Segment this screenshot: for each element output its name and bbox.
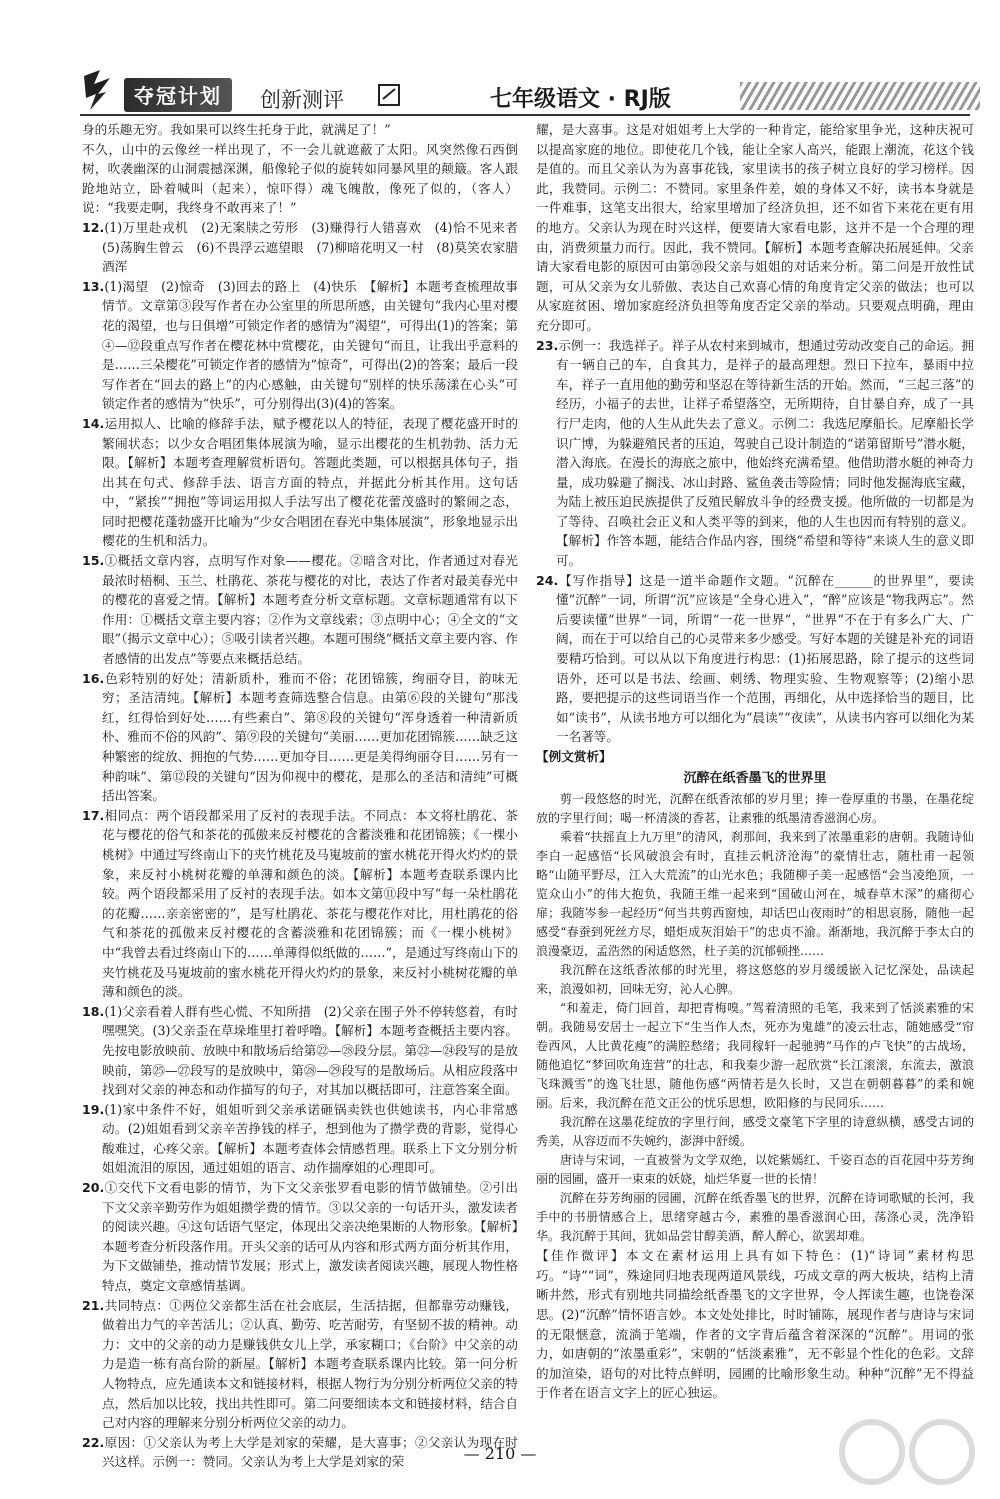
item-text: 耀，是大喜事。这是对姐姐考上大学的一种肯定，能给家里争光，这种庆祝可以提高家庭的地位。即使花几个钱，能让全家人高兴，能跟上潮流，花这个钱是值的。而且父亲认为为喜事花钱，家里读书的孩子树立良好的学习榜样。因此，我赞同。示例二：不赞同。家里条件差，娘的身体又不好，读书本身就是一件难事，这笔支出很大，给家里增加了经济负担，还不如省下来花在更有用的地方。父亲认为现在时兴这样，便要请大家看电影，这并不是一个合理的理由，消费须量力而行。因此，我不赞同。【解析】本题考查解决拓展延伸。父亲请大家看电影的原因可由第⑳段父亲与姐姐的对话来分析。第二问是开放性试题，可从父亲为女儿骄傲、表达自己欢喜心情的角度肯定父亲的做法；也可以从家庭贫困、增加家庭经济负担等角度否定父亲的举动。只要观点明确，理由充分即可。	[536, 122, 974, 333]
essay-title: 沉醉在纸香墨飞的世界里	[683, 770, 827, 786]
item-text: 色彩特别的好处；清新质朴，雅而不俗；花团锦簇，绚丽夺目，韵味无穷；圣洁清纯。【解析】本题考查筛选整合信息。由第⑥段的关键句“那浅红，红得恰到好处……有些素白”、第⑧段的关键句“浑身透着一种清新质朴、雅而不俗的风韵”、第⑨段的关键句“美丽……更加花团锦簇……缺乏这种繁密的绽放、拥抱的气势……更加夺目……更是美得绚丽夺目……另有一种韵味”、第⑫段的关键句“因为仰视中的樱花，是那么的圣洁和清纯”可概括出答案。	[102, 670, 518, 804]
item-text: (1)万里赴戎机 (2)无案牍之劳形 (3)赚得行人错喜欢 (4)恰不见来者 (5)荡胸生曾云 (6)不畏浮云遮望眼 (7)柳暗花明又一村 (8)莫笑农家腊酒浑	[102, 219, 531, 275]
answer-item	[82, 277, 518, 414]
item-text: 共同特点：①两位父亲都生活在社会底层，生活拮据，但都靠劳动赚钱，做着出力气的辛苦活儿；②认真、勤劳、吃苦耐劳，有坚韧不拔的精神。动力：文中的父亲的动力是赚钱供女儿上学，承家糊口；《台阶》中父亲的动力是造一栋有高台阶的新屋。【解析】本题考查联系课内比较。第一问分析人物特点，应先通读本文和链接材料，根据人物行为分别分析两位父亲的特点，然后加以比较，找出共性即可。第二问要细读本文和链接材料，结合自己对内容的理解来分别分析两位父亲的动力。	[102, 1297, 518, 1431]
item-text: 运用拟人、比喻的修辞手法，赋予樱花以人的特征，表现了樱花盛开时的繁闹状态；以少女合唱团集体展演为喻，显示出樱花的生机勃勃、活力无限。【解析】本题考查理解赏析语句。答题此类题，可以根据具体句子，指出其在句式、修辞手法、语言方面的特点，并据此分析其作用。这句话中，“紧挨”“拥抱”等词运用拟人手法写出了樱花花蕾茂盛时的繁闹之态，同时把樱花蓬勃盛开比喻为“少女合唱团在春光中集体展演”，形象地显示出樱花的生机和活力。	[102, 415, 518, 549]
item-text: 不久，山中的云像丝一样出现了，不一会儿就遮蔽了太阳。风突然像石西倒树，吹袭幽深的山洞震撼深渊，船像轮子似的旋转如同暴风里的颠簸。客人跟跄地站立，卧着喊叫（起来），惊吓得）魂飞魄散，像死了似的，（客人）说：“我要走啊，我终身不敢再来了！”	[82, 141, 518, 216]
right-column	[536, 120, 974, 1440]
item-number: 24.	[536, 572, 559, 588]
brand-logo-icon	[80, 68, 120, 112]
series-subtitle: 创新测评	[260, 88, 344, 112]
item-number: 13.	[82, 278, 105, 294]
header-rule	[80, 114, 970, 116]
item-number: 22.	[82, 1434, 105, 1450]
answer-item	[536, 336, 974, 571]
page-number: — 210 —	[463, 1444, 537, 1463]
item-text: ①概括文章内容，点明写作对象——樱花。②暗含对比，作者通过对春光最浓时梧桐、玉兰、杜鹃花、茶花与樱花的对比，表达了作者对最美春光中的樱花的喜爱之情。【解析】本题考查分析文章标题。文章标题通常有以下作用：①概括文章主要内容；②作为文章线索；③点明中心；④全文的“文眼”（揭示文章中心）；⑤吸引读者兴趣。本题可围绕“概括文章主要内容、作者感情的出发点”等要点来概括总结。	[102, 553, 518, 667]
item-text: (1)渴望 (2)惊奇 (3)回去的路上 (4)快乐 【解析】本题考查梳理故事情节。文章第③段写作者在办公室里的所思所感，由关键句“我内心里对樱花的渴望，也与日俱增”可锁定作者的感情为“渴望”，可得出(1)的答案；第④—⑫段重点写作者在樱花林中赏樱花，由关键句“而且，让我出乎意料的是……三朵樱花”可锁定作者的感情为“惊奇”，可得出(2)的答案；最后一段写作者在“回去的路上”的内心感触，由关键句“别样的快乐荡漾在心头”可锁定作者的感情为“快乐”，可分别得出(3)(4)的答案。	[102, 278, 518, 412]
item-text: 【写作指导】这是一道半命题作文题。“沉醉在______的世界里”，要读懂“沉醉”一词，所谓“沉”应该是“全身心进入”，“醉”应该是“物我两忘”。然后要读懂“世界”一词，所谓“一花一世界”，“世界”不在于有多么广大、广阔，而在于可以给自己的心灵带来多少感受。写好本题的关键是补充的词语要精巧恰到。可以从以下角度进行构思：(1)拓展思路，除了提示的这些词语外，还可以是书法、绘画、刺绣、物理实验、生物观察等；(2)缩小思路，要把提示的这些词语当作一个范围，再细化，从中选择恰当的题目，比如“读书”，从读书地方可以细化为“晨读”“夜读”，从读书内容可以细化为某一名著等。	[556, 572, 974, 745]
watermark-logo-icon	[832, 1412, 992, 1492]
text-paragraph	[536, 120, 974, 336]
item-text: 原因：①父亲认为考上大学是刘家的荣耀，是大喜事；②父亲认为现在时兴这样。示例一：赞同。父亲认为考上大学是刘家的荣	[102, 1434, 518, 1470]
item-number: 16.	[82, 670, 105, 686]
text-paragraph	[82, 140, 518, 218]
grade-label: 七年级语文 · RJ版	[490, 87, 671, 112]
item-number: 12.	[82, 219, 105, 235]
item-number: 18.	[82, 1003, 105, 1019]
text-paragraph	[82, 120, 518, 140]
answer-item	[82, 1100, 518, 1178]
answer-item	[82, 218, 531, 277]
item-number: 23.	[536, 337, 559, 353]
page-header	[80, 68, 980, 118]
item-number: 19.	[82, 1101, 105, 1117]
brand-title: 夺冠计划	[124, 78, 232, 112]
answer-item	[82, 414, 518, 551]
item-text: 身的乐趣无穷。我如果可以终生托身于此，就满足了！”	[82, 122, 391, 137]
answer-item	[82, 669, 518, 806]
essay-paragraph: 唐诗与宋词，一直被誉为文学双绝，以姹紫嫣红、千姿百态的百花园中芬芳绚丽的园圃，盛开一束束的妖娆，灿烂华夏一世的长情！	[536, 1153, 974, 1187]
answer-item	[82, 1002, 518, 1100]
notebook-icon	[376, 82, 402, 108]
item-number: 21.	[82, 1297, 105, 1313]
item-text: 示例一：我选祥子。祥子从农村来到城市，想通过劳动改变自己的命运。拥有一辆自己的车，自食其力，是祥子的最高理想。烈日下拉车，暴雨中拉车，祥子一直用他的勤劳和坚忍在等待新生活的开始。然而，“三起三落”的经历，小福子的去世，让祥子希望落空，无所期待，自甘暴自弃，成了一具行尸走肉，他的人生从此失去了意义。示例二：我选尼摩船长。尼摩船长学识广博，为躲避殖民者的压迫，驾驶自己设计制造的“诺第留斯号”潜水艇，潜入海底。在漫长的海底之旅中，他始终充满希望。他借助潜水艇的神奇力量，成功躲避了搁浅、冰山封路、鲨鱼袭击等险情；同时他发掘海底宝藏，为陆上被压迫民族提供了反殖民解放斗争的经费支援。他所做的一切都是为了等待、召唤社会正义和人类平等的到来，他的人生也因而有特别的意义。【解析】作答本题，能结合作品内容，围绕“希望和等待”来谈人生的意义即可。	[556, 337, 974, 569]
essay-paragraph: 乘着“扶摇直上九万里”的清风，刹那间，我来到了浓墨重彩的唐朝。我随诗仙李白一起感悟“长风破浪会有时，直挂云帆济沧海”的豪情壮志，随杜甫一起领略“山随平野尽，江入大荒流”的山光水色；我随柳子美一起感悟“会当凌绝顶，一览众山小”的伟大抱负，我随王维一起来到“国破山河在，城春草木深”的痛彻心扉；我随岑参一起经历“何当共剪西窗烛，却话巴山夜雨时”的相思哀肠，随他一起感受“春蚕到死丝方尽，蜡炬成灰泪始干”的忠贞不渝。渐渐地，我沉醉于李太白的浪漫豪迈，孟浩然的闲适悠然，杜子美的沉郁顿挫……	[536, 830, 974, 959]
item-number: 15.	[82, 553, 105, 569]
item-text: 【例文赏析】	[536, 749, 612, 764]
answer-item	[82, 1296, 518, 1433]
essay-body	[536, 790, 974, 1246]
item-text: ①交代下文看电影的情节，为下文父亲张罗看电影的情节做铺垫。②引出下文父亲辛勤劳作为姐姐攒学费的情节。③以父亲的一句话开头，激发读者的阅读兴趣。④这句话语气坚定，体现出父亲决绝果断的人物形象。【解析】本题考查分析段落作用。开头父亲的话可从内容和形式两方面分析其作用，为下文做铺垫，推动情节发展；形式上，激发读者阅读兴趣，展现人物性格特点，奠定文章感情基调。	[102, 1180, 518, 1294]
item-text: (1)家中条件不好，姐姐听到父亲承诺砸锅卖铁也供她读书，内心非常感动。(2)姐姐看到父亲辛苦挣钱的样子，想到他为了攒学费的背影，觉得心酸难过，心疼父亲。【解析】本题考查体会情感哲理。联系上下文分别分析姐姐流泪的原因，通过姐姐的语言、动作揣摩姐的心理即可。	[102, 1101, 518, 1176]
section-heading	[536, 747, 974, 767]
answer-item	[536, 571, 974, 747]
essay-paragraph: 我沉醉在这纸香浓郁的时光里，将这悠悠的岁月缓缓嵌入记忆深处，品读起来，浪漫如初，回味无穷，沁人心脾。	[536, 963, 974, 997]
header-decoration	[740, 82, 980, 110]
essay-paragraph: 沉醉在芬芳绚丽的园圃，沉醉在纸香墨飞的世界，沉醉在诗词歌赋的长河，我手中的书册情感合上，思绪穿越古今，素雅的墨香滋润心田，荡涤心灵，洗净铅华。我沉醉于其间，犹如品尝甘醇美酒，醉人醉心，欲罢却难。	[536, 1191, 974, 1244]
answer-item	[82, 806, 518, 1002]
essay-paragraph: 我沉醉在这墨花绽放的字里行间，感受文豪笔下字里的诗意纵横，感受古词的秀美，从容迈而不失婉约，澎湃中舒缓。	[536, 1115, 974, 1149]
essay-paragraph: “和羞走，倚门回首，却把青梅嗅。”驾着清照的毛笔，我来到了恬淡素雅的宋朝。我随易安居士一起立下“生当作人杰，死亦为鬼雄”的凌云壮志，随她感受“帘卷西风，人比黄花瘦”的满腔愁绪；我同稼轩一起驰骋“马作的卢飞快”的古战场，随他追忆“梦回吹角连营”的壮志，和我秦少游一起欣赏“长江滚滚，东流去，激浪飞珠溅雪”的逸飞壮思，随他伤感“两情若是久长时，又岂在朝朝暮暮”的柔和婉丽。后来，我沉醉在范文正公的忧乐思想，欧阳修的与民同乐……	[536, 1001, 974, 1111]
essay-comment: 【佳作微评】本文在素材运用上具有如下特色：(1)“诗词”素材构思巧。“诗”“词”，殊途同归地表现两道风景线，巧成文章的两大板块，结构上清晰井然，形式有别地共同描绘纸香墨飞的文字世界，令人挥读生趣，也饶卷深思。(2)“沉醉”情怀语言妙。本文处处排比，时时铺陈，展现作者与唐诗与宋词的无限惬意，流淌于笔端，作者的文字背后蕴含着深深的“沉醉”。用词的张力，如唐朝的“浓墨重彩”，宋朝的“恬淡素雅”，无不彰显个性化的色彩。文辞的加渲染，语句的对比特点鲜明，园圃的比喻形象生动。种种“沉醉”无不得益于作者在语言文字上的匠心独运。	[536, 1248, 974, 1401]
item-number: 14.	[82, 415, 105, 431]
item-number: 17.	[82, 807, 105, 823]
item-text: (1)父亲看着人群有些心慌、不知所措 (2)父亲在围子外不停转悠着，有时嘿嘿笑。(3)父亲歪在草垛堆里打着呼噜。【解析】本题考查概括主要内容。先按电影放映前、放映中和散场后给第㉒—㉘段分层。第㉒—㉔段写的是放映前，第㉕—㉗段写的是放映中，第㉘—㉙段写的是散场后。从相应段落中找到对父亲的神态和动作描写的句子，对其加以概括即可，注意答案全面。	[102, 1003, 518, 1098]
essay-paragraph: 剪一段悠悠的时光，沉醉在纸香浓郁的岁月里；捧一卷厚重的书墨，在墨花绽放的字里行间；喝一杯清淡的香茗，让素雅的纸墨清香滋润心房。	[536, 792, 974, 826]
item-text: 相同点：两个语段都采用了反衬的表现手法。不同点：本文将杜鹃花、茶花与樱花的俗气和茶花的孤傲来反衬樱花的含蓄淡雅和花团锦簇；《一棵小桃树》中通过写终南山下的夹竹桃花及马嵬坡前的蜜水桃花开得火灼灼的景象，来反衬小桃树花瓣的单薄和颜色的淡。【解析】本题考查联系课内比较。两个语段都采用了反衬的表现手法。如本文第⑪段中写“每一朵杜鹃花的花瓣……亲亲密密的”，是写杜鹃花、茶花与樱花作对比，用杜鹃花的俗气和茶花的孤傲来反衬樱花的含蓄淡雅和花团锦簇；而《一棵小桃树》中“我曾去看过终南山下的……单薄得似纸做的……”，是通过写终南山下的夹竹桃花及马嵬坡前的蜜水桃花开得火灼灼的景象，来反衬小桃树花瓣的单薄和颜色的淡。	[102, 807, 518, 1000]
item-number: 20.	[82, 1180, 105, 1196]
answer-item	[82, 551, 518, 669]
answer-item	[82, 1178, 518, 1296]
